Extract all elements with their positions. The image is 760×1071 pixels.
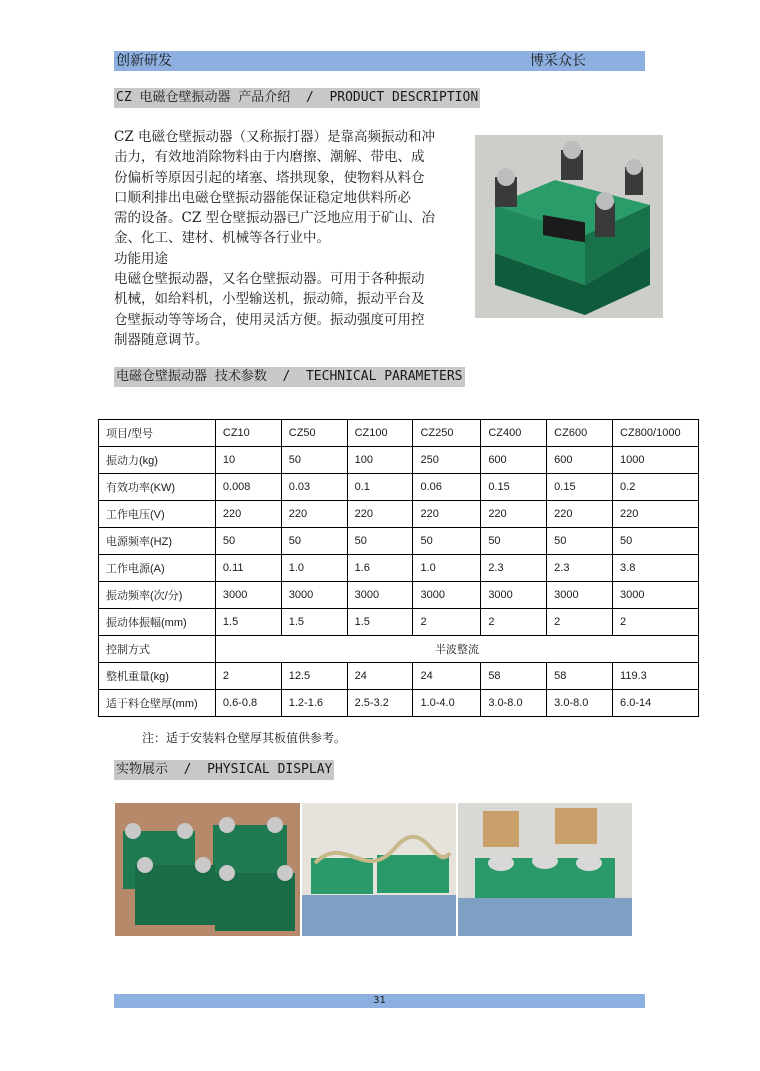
table-cell: 1.6 (347, 555, 413, 582)
table-cell: CZ100 (347, 420, 413, 447)
table-cell: 119.3 (613, 663, 699, 690)
table-cell: 1.0 (281, 555, 347, 582)
table-cell: 2.3 (547, 555, 613, 582)
intro-line: 电磁仓壁振动器，又名仓壁振动器。可用于各种振动 (114, 271, 425, 288)
table-cell: 0.06 (413, 474, 481, 501)
table-cell: 1.5 (215, 609, 281, 636)
table-cell: 0.6-0.8 (215, 690, 281, 717)
section-title-params: 电磁仓壁振动器 技术参数 / TECHNICAL PARAMETERS (114, 367, 465, 387)
table-cell: 0.15 (481, 474, 547, 501)
table-cell: CZ50 (281, 420, 347, 447)
table-cell: 3000 (413, 582, 481, 609)
table-row (99, 555, 699, 582)
table-cell: 2 (413, 609, 481, 636)
table-cell: 50 (547, 528, 613, 555)
table-cell: 220 (481, 501, 547, 528)
header-left-text: 创新研发 (116, 53, 172, 69)
control-method-cell: 半波整流 (215, 636, 698, 663)
page-number: 31 (373, 995, 386, 1006)
row-label-cell: 振动体振幅(mm) (99, 609, 216, 636)
table-cell: 220 (215, 501, 281, 528)
table-cell: 50 (481, 528, 547, 555)
table-cell: CZ400 (481, 420, 547, 447)
table-cell: 50 (281, 528, 347, 555)
row-label-cell: 振动频率(次/分) (99, 582, 216, 609)
table-cell: 3000 (215, 582, 281, 609)
table-cell: 3.0-8.0 (481, 690, 547, 717)
table-cell: 10 (215, 447, 281, 474)
table-cell: 12.5 (281, 663, 347, 690)
table-cell: 50 (613, 528, 699, 555)
table-cell: 3000 (547, 582, 613, 609)
table-cell: 3000 (481, 582, 547, 609)
intro-line: 制器随意调节。 (114, 331, 209, 348)
row-label-cell: 项目/型号 (99, 420, 216, 447)
row-label-cell: 有效功率(KW) (99, 474, 216, 501)
parameters-table (98, 419, 699, 717)
table-cell: 0.11 (215, 555, 281, 582)
table-row (99, 663, 699, 690)
intro-line: CZ 电磁仓壁振动器（又称振打器）是靠高频振动和冲 (114, 129, 436, 145)
table-cell: 24 (347, 663, 413, 690)
table-cell: 3.8 (613, 555, 699, 582)
table-cell: 220 (281, 501, 347, 528)
header-band (114, 51, 645, 71)
table-cell: 2 (613, 609, 699, 636)
table-cell: 24 (413, 663, 481, 690)
table-cell: 250 (413, 447, 481, 474)
table-cell: 1.2-1.6 (281, 690, 347, 717)
product-photo (475, 135, 663, 318)
table-cell: 600 (481, 447, 547, 474)
table-cell: 3.0-8.0 (547, 690, 613, 717)
table-cell: 50 (215, 528, 281, 555)
table-cell: 0.1 (347, 474, 413, 501)
table-cell: 0.008 (215, 474, 281, 501)
table-row (99, 690, 699, 717)
table-cell: 220 (347, 501, 413, 528)
intro-line: 仓壁振动等等场合，使用灵活方便。振动强度可用控 (114, 311, 425, 328)
row-label-cell: 整机重量(kg) (99, 663, 216, 690)
table-cell: 3000 (613, 582, 699, 609)
table-cell: 0.2 (613, 474, 699, 501)
table-cell: 1.0-4.0 (413, 690, 481, 717)
intro-line: 金、化工、建材、机械等各行业中。 (114, 230, 330, 247)
row-label-cell: 工作电源(A) (99, 555, 216, 582)
table-row (99, 636, 699, 663)
gallery-photo-2 (302, 803, 456, 936)
table-cell: 2.5-3.2 (347, 690, 413, 717)
gallery-photo-1 (115, 803, 300, 936)
table-cell: 50 (413, 528, 481, 555)
row-label-cell: 适于料仓壁厚(mm) (99, 690, 216, 717)
table-cell: CZ250 (413, 420, 481, 447)
table-cell: 0.03 (281, 474, 347, 501)
table-row (99, 609, 699, 636)
intro-text (114, 127, 466, 350)
table-cell: 58 (547, 663, 613, 690)
table-cell: 100 (347, 447, 413, 474)
table-cell: 6.0-14 (613, 690, 699, 717)
table-cell: 3000 (281, 582, 347, 609)
table-cell: 50 (347, 528, 413, 555)
table-cell: 220 (413, 501, 481, 528)
table-cell: 1000 (613, 447, 699, 474)
table-row (99, 474, 699, 501)
table-cell: 1.5 (281, 609, 347, 636)
table-cell: 58 (481, 663, 547, 690)
table-row (99, 582, 699, 609)
intro-line: 份偏析等原因引起的堵塞、塔拱现象，使物料从料仓 (114, 169, 425, 186)
table-cell: 2.3 (481, 555, 547, 582)
table-row (99, 501, 699, 528)
row-label-cell: 工作电压(V) (99, 501, 216, 528)
table-row (99, 420, 699, 447)
intro-line: 口顺利排出电磁仓壁振动器能保证稳定地供料所必 (114, 189, 411, 206)
table-cell: CZ800/1000 (613, 420, 699, 447)
table-cell: 2 (481, 609, 547, 636)
table-cell: CZ10 (215, 420, 281, 447)
table-row (99, 447, 699, 474)
table-cell: 1.0 (413, 555, 481, 582)
table-cell: 0.15 (547, 474, 613, 501)
row-label-cell: 控制方式 (99, 636, 216, 663)
gallery-photo-3 (458, 803, 632, 936)
section-title-display: 实物展示 / PHYSICAL DISPLAY (114, 760, 334, 780)
table-cell: 600 (547, 447, 613, 474)
table-cell: 2 (547, 609, 613, 636)
section-title-product: CZ 电磁仓壁振动器 产品介绍 / PRODUCT DESCRIPTION (114, 88, 480, 108)
intro-line: 击力，有效地消除物料由于内磨擦、潮解、带电、成 (114, 149, 425, 166)
intro-line: 需的设备。CZ 型仓壁振动器已广泛地应用于矿山、冶 (114, 210, 436, 227)
table-cell: 1.5 (347, 609, 413, 636)
intro-line: 功能用途 (114, 250, 168, 267)
table-cell: 220 (613, 501, 699, 528)
table-cell: 220 (547, 501, 613, 528)
product-gallery (115, 803, 632, 936)
header-right-text: 博采众长 (530, 53, 586, 69)
intro-line: 机械，如给料机，小型输送机，振动筛，振动平台及 (114, 291, 425, 308)
table-note: 注：适于安装料仓壁厚其板值供参考。 (142, 731, 347, 745)
table-cell: CZ600 (547, 420, 613, 447)
table-row (99, 528, 699, 555)
footer-band (114, 994, 645, 1008)
table-cell: 2 (215, 663, 281, 690)
row-label-cell: 电源频率(HZ) (99, 528, 216, 555)
row-label-cell: 振动力(kg) (99, 447, 216, 474)
table-cell: 50 (281, 447, 347, 474)
table-cell: 3000 (347, 582, 413, 609)
